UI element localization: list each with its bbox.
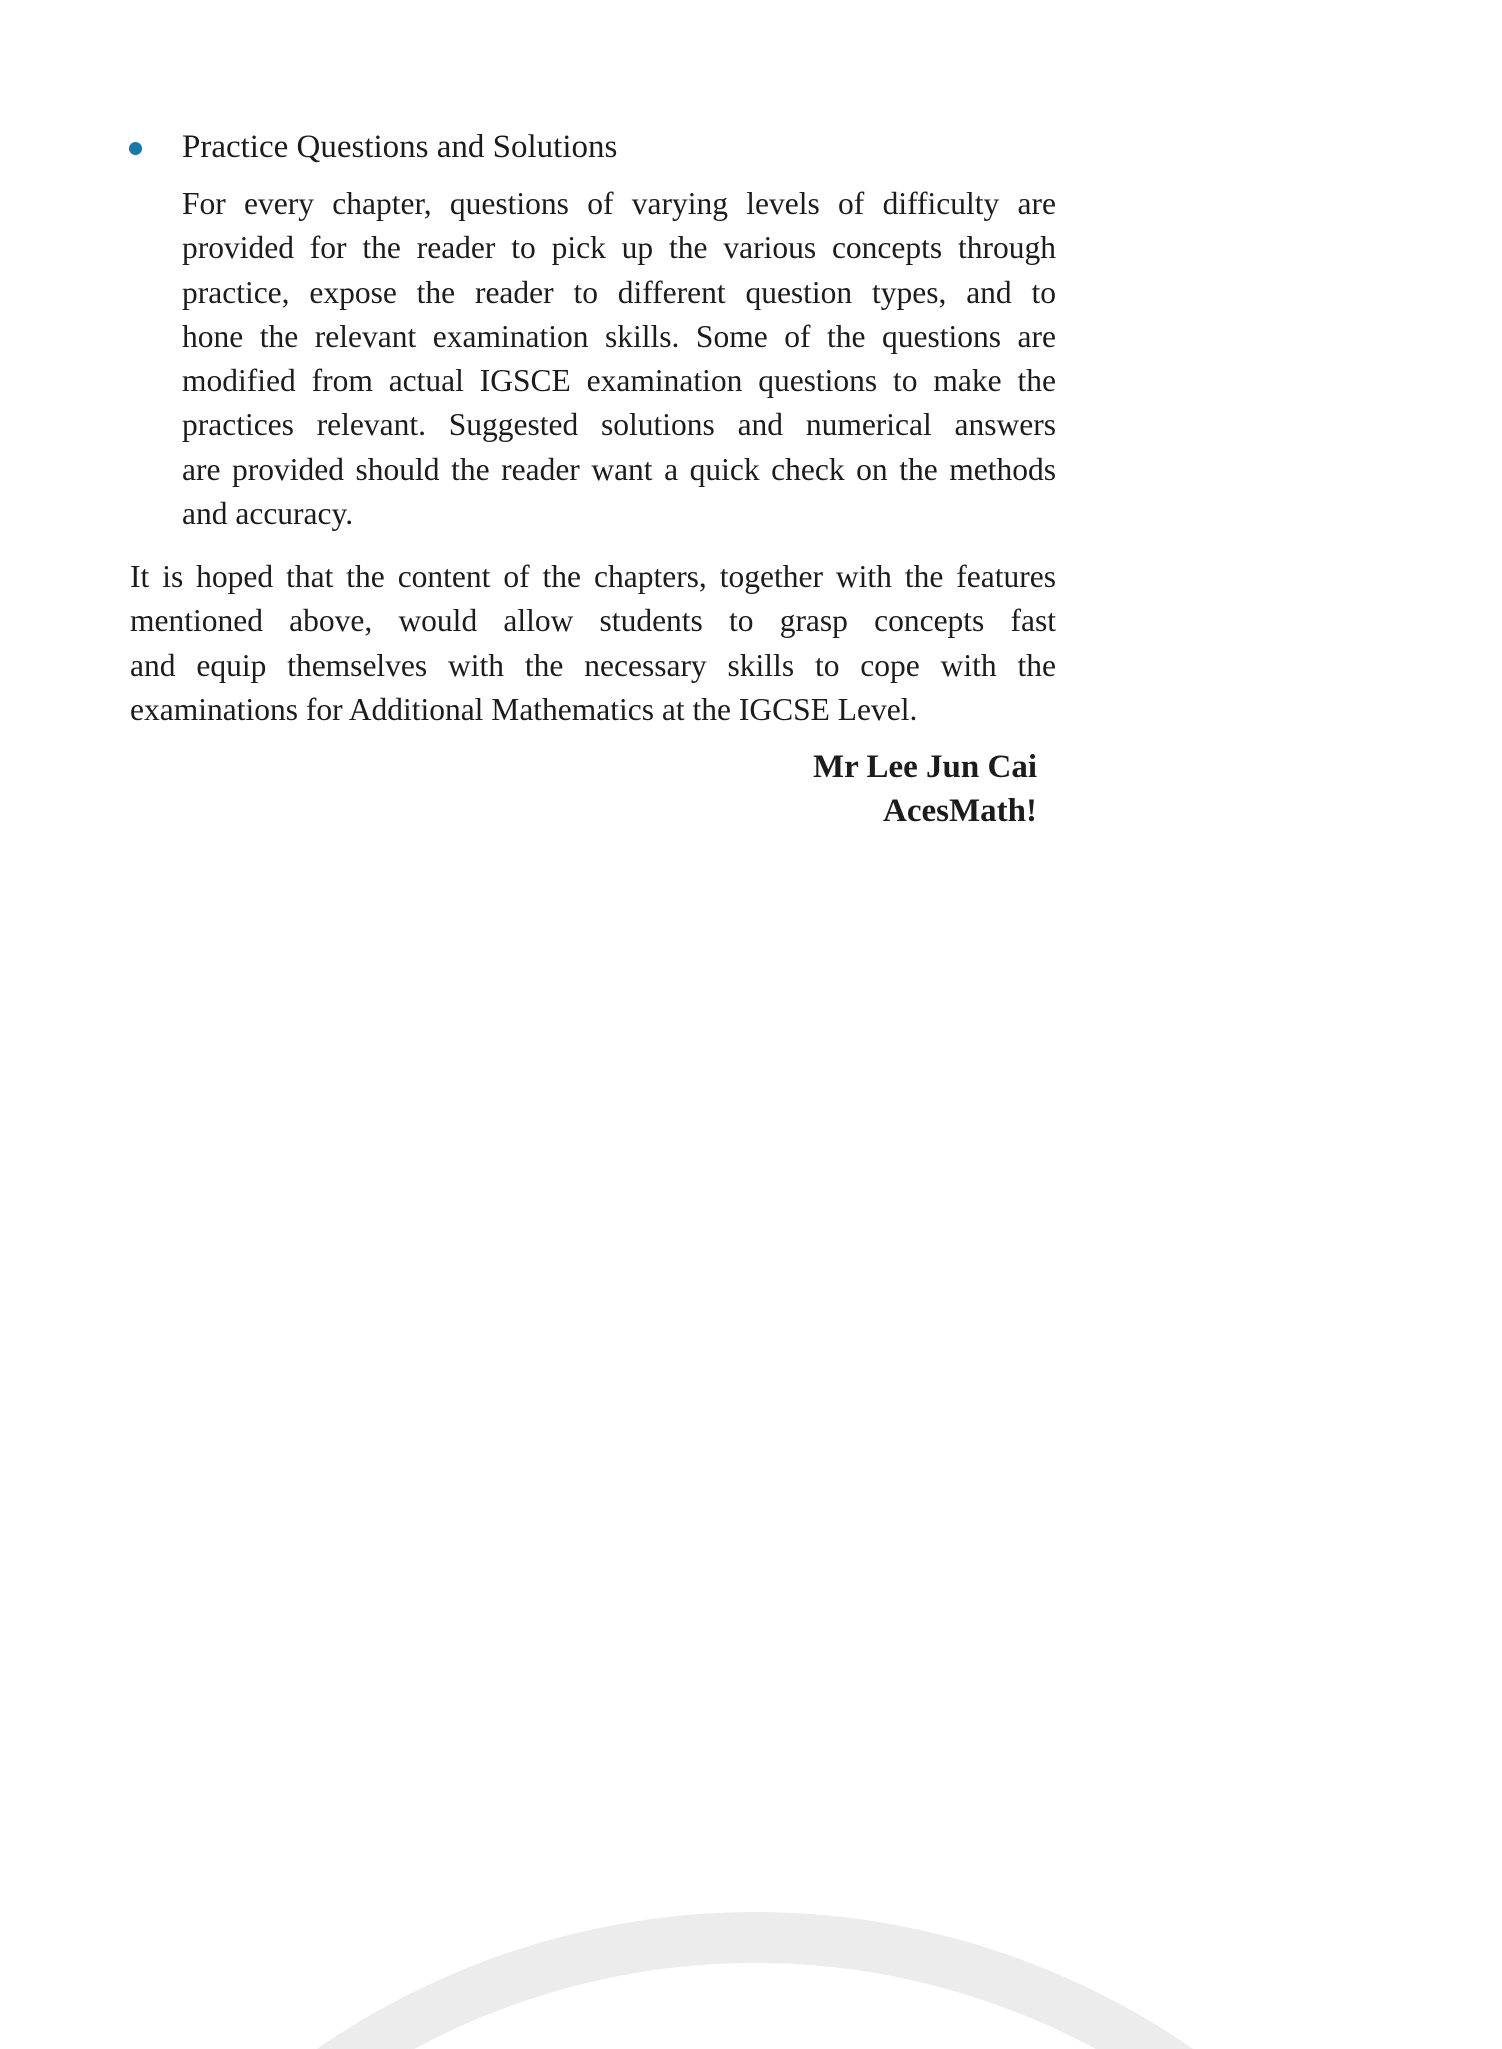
- text-line: and equip themselves with the necessary skills to cope with the: [130, 647, 1056, 683]
- text-line: provided for the reader to pick up the various concepts through: [182, 230, 1056, 266]
- text-line: and accuracy.: [182, 496, 354, 532]
- text-line: modified from actual IGSCE examination questions to make the: [182, 363, 1056, 399]
- text-line: examinations for Additional Mathematics at the IGCSE Level.: [130, 691, 918, 727]
- text-line: practice, expose the reader to different question types, and to: [182, 274, 1056, 310]
- signature-name: Mr Lee Jun Cai: [813, 749, 1037, 785]
- text-line: For every chapter, questions of varying levels of difficulty are: [182, 186, 1056, 221]
- closing-paragraph: [130, 555, 1056, 732]
- text-line: are provided should the reader want a quick check on the methods: [182, 451, 1056, 487]
- practice-questions-paragraph: [182, 182, 1056, 536]
- text-line: hone the relevant examination skills. Some of the questions are: [182, 318, 1056, 354]
- text-line: It is hoped that the content of the chapters, together with the features: [130, 559, 1056, 594]
- signature-block: [130, 745, 1056, 834]
- signature-organization: AcesMath!: [883, 793, 1037, 830]
- bullet-icon: [129, 142, 142, 155]
- text-line: practices relevant. Suggested solutions and numerical answers: [182, 407, 1056, 443]
- text-line: mentioned above, would allow students to grasp concepts fast: [130, 603, 1056, 639]
- ring-watermark: [0, 1912, 1502, 2049]
- bullet-item-label: Practice Questions and Solutions: [182, 129, 618, 165]
